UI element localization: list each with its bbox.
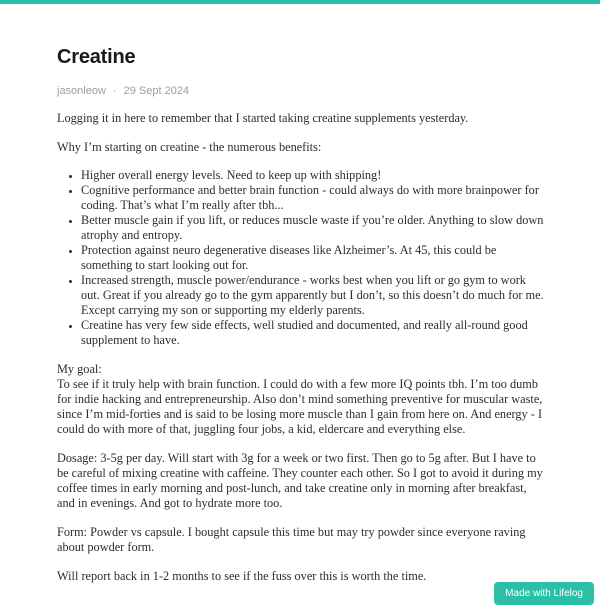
goal-label: My goal: xyxy=(57,362,102,376)
paragraph-dosage: Dosage: 3-5g per day. Will start with 3g for a week or two first. Then go to 5g after. But I have to be careful of mixing creatine with caffeine. They counter each other. So I got to avoid it during my coffee times in early morning and post-lunch, and take creatine only in morning after breakfast, and in evenings. And got to hydrate more too. xyxy=(57,451,543,510)
byline-separator: · xyxy=(112,85,117,97)
benefit-item: • Cognitive performance and better brain function - could always do with more brainpower for coding. That’s what I’m really after tbh... xyxy=(81,183,544,213)
benefit-item: • Better muscle gain if you lift, or reduces muscle waste if you’re older. Anything to slow down atrophy and entropy. xyxy=(81,213,544,243)
benefit-item: • Increased strength, muscle power/endurance - works best when you lift or go gym to work out. Great if you already go to the gym apparently but I don’t, so this doesn’t do much for me. Except carrying my son or supporting my elderly parents. xyxy=(81,273,544,318)
paragraph-closing: Will report back in 1-2 months to see if the fuss over this is worth the time. xyxy=(57,569,427,583)
made-with-lifelog-button[interactable]: Made with Lifelog xyxy=(494,582,594,605)
page-title: Creatine xyxy=(57,46,136,68)
post-page xyxy=(0,4,600,584)
benefit-item: • Creatine has very few side effects, well studied and documented, and really all-round good supplement to have. xyxy=(81,318,544,348)
benefit-item: • Higher overall energy levels. Need to keep up with shipping! xyxy=(81,168,544,183)
goal-body: To see if it truly help with brain function. I could do with a few more IQ points tbh. I’m too dumb for indie hacking and entrepreneurship. Also don’t mind something preventive for muscular waste, since I’m mid-forties and is said to be losing more muscle than I gain from here on. And energy - I could do with more of that, juggling four jobs, a kid, eldercare and everything else. xyxy=(57,377,543,436)
benefits-list xyxy=(57,168,544,348)
post-body xyxy=(57,111,544,584)
paragraph-benefits-lead: Why I’m starting on creatine - the numerous benefits: xyxy=(57,140,322,154)
paragraph-goal xyxy=(57,362,544,437)
benefit-item: • Protection against neuro degenerative diseases like Alzheimer’s. At 45, this could be something to start looking out for. xyxy=(81,243,544,273)
byline xyxy=(57,85,544,97)
post-date: 29 Sept 2024 xyxy=(123,85,190,97)
author-name: jasonleow xyxy=(57,85,106,97)
paragraph-intro: Logging it in here to remember that I started taking creatine supplements yesterday. xyxy=(57,111,469,125)
paragraph-form: Form: Powder vs capsule. I bought capsule this time but may try powder since everyone raving about powder form. xyxy=(57,525,526,554)
